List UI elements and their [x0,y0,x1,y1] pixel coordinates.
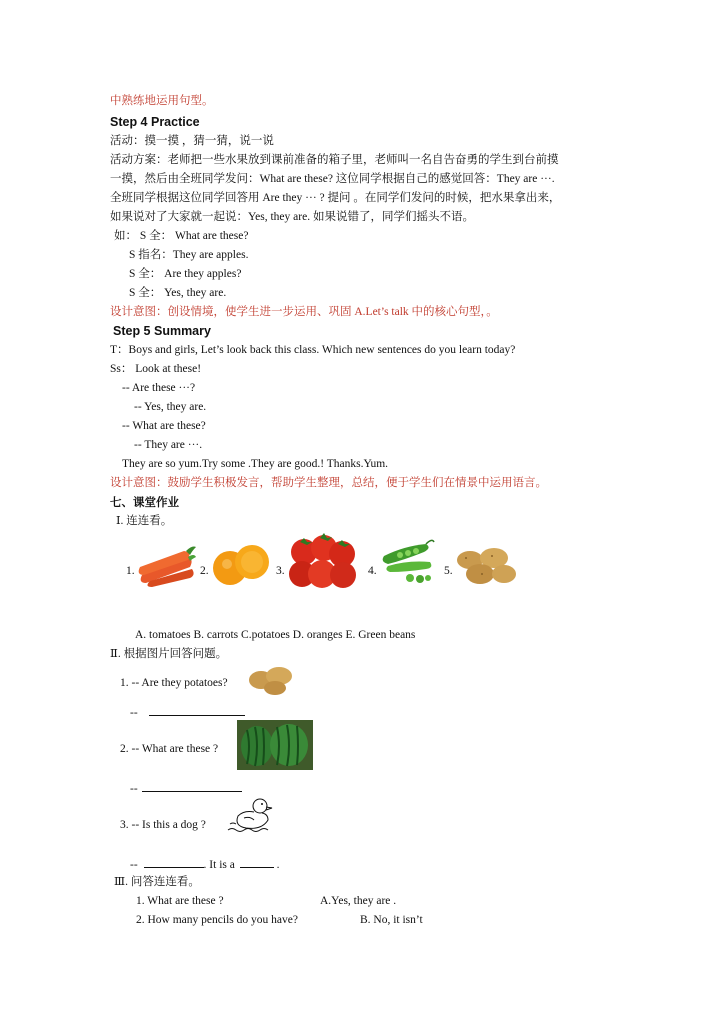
match-a-2: B. No, it isn’t [360,914,423,926]
oranges-image [210,540,270,588]
example-line-2: S 指名：They are apples. [129,249,249,261]
activity-line: 活动：摸一摸 ，猜一猜，说一说 [110,135,274,147]
answer-1-blank[interactable] [149,704,245,716]
tomatoes-image [286,530,358,590]
answer-2 [130,780,242,797]
pic-number-4: 4. [368,565,377,577]
homework-heading: 七、课堂作业 [110,497,179,509]
intro-line: 中熟练地运用句型。 [110,95,214,107]
example-line-1: 如： S 全： What are these? [114,230,249,242]
carrots-image [136,545,196,587]
answer-3-mid: . It is a [203,859,235,871]
potatoes-small-image [247,664,295,696]
pic-number-2: 2. [200,565,209,577]
question-2: 2. -- What are these ? [120,743,219,755]
answer-3-dash: -- [130,859,138,871]
pic-number-1: 1. [126,565,135,577]
potatoes-image [454,546,518,586]
answer-3-blank-2[interactable] [240,856,274,868]
summary-line-2: Ss： Look at these! [110,363,202,375]
pic-number-5: 5. [444,565,453,577]
plan-line-2: 一摸，然后由全班同学发问：What are these? 这位同学根据自己的感觉回答：They are ···. [110,173,555,185]
answer-1 [130,704,245,721]
summary-line-7: They are so yum.Try some .They are good.! Thanks.Yum. [122,458,389,470]
design-intent-2: 设计意图：鼓励学生积极发言，帮助学生整理，总结，便于学生们在情景中运用语言。 [110,477,547,489]
step5-heading: Step 5 Summary [113,324,211,338]
summary-line-4: -- Yes, they are. [134,401,207,413]
match-q-1: 1. What are these ? [136,895,224,907]
design-intent-1: 设计意图：创设情境，使学生进一步运用、巩固 A.Let’s talk 中的核心句型，。 [110,306,498,318]
green-beans-image [380,538,436,586]
summary-line-6: -- They are ···. [134,439,203,451]
question-1: 1. -- Are they potatoes? [120,677,228,689]
match-q-2: 2. How many pencils do you have? [136,914,298,926]
answer-3-blank-1[interactable] [144,856,204,868]
watermelons-image [237,720,313,770]
answer-3-end: . [276,859,280,871]
section3-title: Ⅲ. 问答连连看。 [114,876,200,888]
answer-2-blank[interactable] [142,780,242,792]
summary-line-5: -- What are these? [122,420,206,432]
answer-1-dash: -- [130,707,138,719]
example-line-3: S 全： Are they apples? [129,268,242,280]
plan-line-3: 全班同学根据这位同学回答用 Are they ··· ? 提问 。在同学们发问的时候，把水果拿出来， [110,192,561,204]
plan-line-4: 如果说对了大家就一起说：Yes, they are. 如果说错了，同学们摇头不语。 [110,211,474,223]
match-a-1: A.Yes, they are . [320,895,397,907]
example-line-4: S 全： Yes, they are. [129,287,227,299]
pic-number-3: 3. [276,565,285,577]
step4-heading: Step 4 Practice [110,115,200,129]
section1-title: Ⅰ. 连连看。 [116,515,173,527]
summary-line-1: T：Boys and girls, Let’s look back this class. Which new sentences do you learn today? [110,344,516,356]
answer-3 [130,856,279,873]
plan-line-1: 活动方案：老师把一些水果放到课前准备的箱子里，老师叫一名自告奋勇的学生到台前摸 [110,154,559,166]
summary-line-3: -- Are these ···? [122,382,196,394]
options-line: A. tomatoes B. carrots C.potatoes D. oranges E. Green beans [135,629,416,641]
question-3: 3. -- Is this a dog ? [120,819,206,831]
duck-image [224,796,278,836]
section2-title: Ⅱ. 根据图片回答问题。 [110,648,228,660]
answer-2-dash: -- [130,783,138,795]
